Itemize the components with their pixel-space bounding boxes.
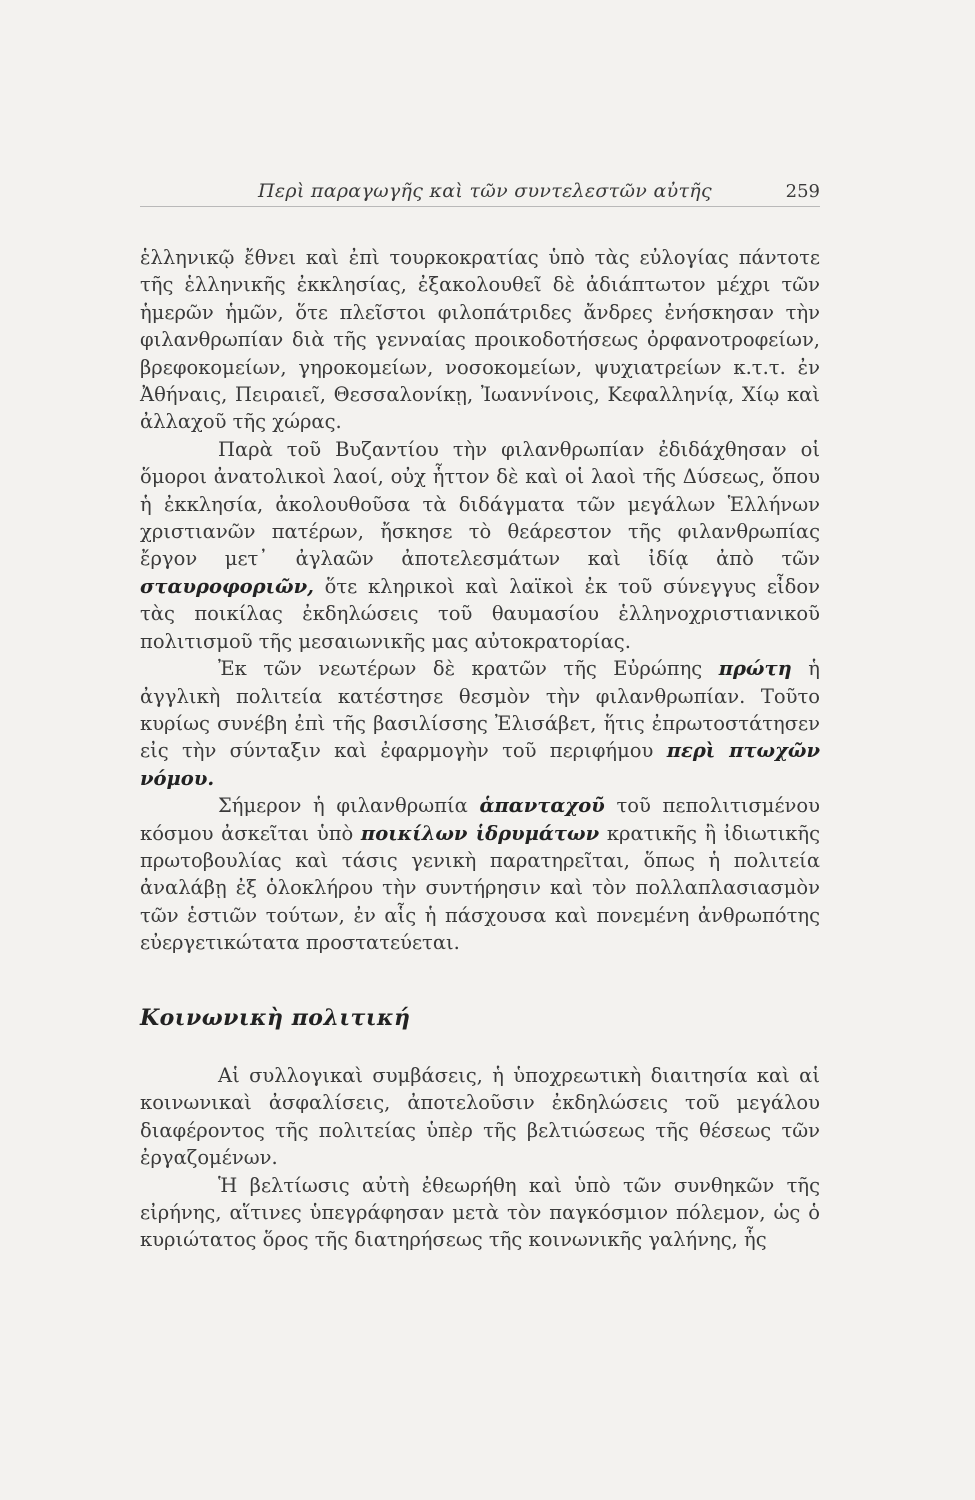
emphasis-text: ἁπανταχοῦ — [479, 794, 605, 818]
text-run: Παρὰ τοῦ Βυζαντίου τὴν φιλανθρωπίαν ἐδιδάχθησαν οἱ ὅμοροι ἀνατολικοὶ λαοί, οὐχ ἧττον δὲ καὶ οἱ λαοὶ τῆς Δύσεως, ὅπου ἡ ἐκκλησία, ἀκολουθοῦσα τὰ διδάγματα τῶν μεγάλων Ἑλλήνων χριστιανῶν πατέρων, ἤσκησε τὸ θεάρεστον τῆς φιλανθρωπίας ἔργον μετ᾽ ἀγλαῶν ἀποτελεσμάτων καὶ ἰδίᾳ ἀπὸ τῶν — [140, 437, 820, 571]
text-run: Αἱ συλλογικαὶ συμβάσεις, ἡ ὑποχρεωτικὴ διαιτησία καὶ αἱ κοινωνικαὶ ἀσφαλίσεις, ἀποτελοῦσιν ἐκδηλώσεις τοῦ μεγάλου διαφέροντος τῆς πολιτείας ὑπὲρ τῆς βελτιώσεως τῆς θέσεως τῶν ἐργαζομένων. — [140, 1063, 820, 1170]
paragraph — [140, 1062, 820, 1172]
section-heading: Κοινωνικὴ πολιτική — [140, 1004, 411, 1031]
paragraph — [140, 244, 820, 436]
text-block-philanthropy — [140, 244, 820, 957]
text-run: ἡ ἀγγλικὴ πολιτεία κατέστησε θεσμὸν τὴν φιλανθρωπίαν. Τοῦτο κυρίως συνέβη ἐπὶ τῆς βασιλίσσης Ἐλισάβετ, ἥτις ἐπρωτοστάτησεν εἰς τὴν σύνταξιν καὶ ἐφαρμογὴν τοῦ περιφήμου — [140, 657, 820, 763]
text-run: κρατικῆς ἢ ἰδιωτικῆς πρωτοβουλίας καὶ τάσις γενικὴ παρατηρεῖται, ὅπως ἡ πολιτεία ἀναλάβῃ ἐξ ὁλοκλήρου τὴν συντήρησιν καὶ τὸν πολλαπλασιασμὸν τῶν ἑστιῶν τούτων, ἐν αἷς ἡ πάσχουσα καὶ πονεμένη ἀνθρωπότης εὐεργετικώτατα προστατεύεται. — [140, 821, 821, 955]
text-run: Ἡ βελτίωσις αὐτὴ ἐθεωρήθη καὶ ὑπὸ τῶν συνθηκῶν τῆς εἰρήνης, αἵτινες ὑπεγράφησαν μετὰ τὸν παγκόσμιον πόλεμον, ὡς ὁ κυριώτατος ὅρος τῆς διατηρήσεως τῆς κοινωνικῆς γαλήνης, ἧς — [140, 1173, 820, 1252]
running-title: Περὶ παραγωγῆς καὶ τῶν συντελεστῶν αὐτῆς — [258, 180, 712, 202]
text-block-social-policy — [140, 1062, 820, 1254]
page-body — [140, 244, 820, 1254]
paragraph — [140, 792, 820, 956]
text-run: Ἐκ τῶν νεωτέρων δὲ κρατῶν τῆς Εὐρώπης — [218, 657, 719, 681]
paragraph — [140, 655, 820, 792]
paragraph — [140, 1172, 820, 1254]
page-number: 259 — [785, 181, 820, 202]
page-header — [140, 180, 820, 207]
text-run: τοῦ πεπολιτισμένου κόσμου ἀσκεῖται ὑπὸ — [140, 794, 821, 845]
emphasis-text: περὶ πτωχῶν νόμου. — [140, 739, 820, 790]
text-run: ἑλληνικῷ ἔθνει καὶ ἐπὶ τουρκοκρατίας ὑπὸ τὰς εὐλογίας πάντοτε τῆς ἑλληνικῆς ἐκκλησίας, ἐξακολουθεῖ δὲ ἀδιάπτωτον μέχρι τῶν ἡμερῶν ἡμῶν, ὅτε πλεῖστοι φιλοπάτριδες ἄνδρες ἐνήσκησαν τὴν φιλανθρωπίαν διὰ τῆς γενναίας προικοδοτήσεως ὀρφανοτροφείων, βρεφοκομείων, γηροκομείων, νοσοκομείων, ψυχιατρείων κ.τ.τ. ἐν Ἀθήναις, Πειραιεῖ, Θεσσαλονίκῃ, Ἰωαννίνοις, Κεφαλληνίᾳ, Χίῳ καὶ ἀλλαχοῦ τῆς χώρας. — [140, 246, 820, 434]
text-run: Σήμερον ἡ φιλανθρωπία — [218, 794, 480, 818]
emphasis-text: πρώτη — [718, 657, 792, 681]
text-run: ὅτε κληρικοὶ καὶ λαϊκοὶ ἐκ τοῦ σύνεγγυς εἶδον τὰς ποικίλας ἐκδηλώσεις τοῦ θαυμασίου ἑλληνοχριστιανικοῦ πολιτισμοῦ τῆς μεσαιωνικῆς μας αὐτοκρατορίας. — [140, 574, 820, 653]
emphasis-text: σταυροφοριῶν, — [140, 574, 314, 598]
emphasis-text: ποικίλων ἱδρυμάτων — [360, 821, 600, 845]
paragraph — [140, 436, 820, 655]
